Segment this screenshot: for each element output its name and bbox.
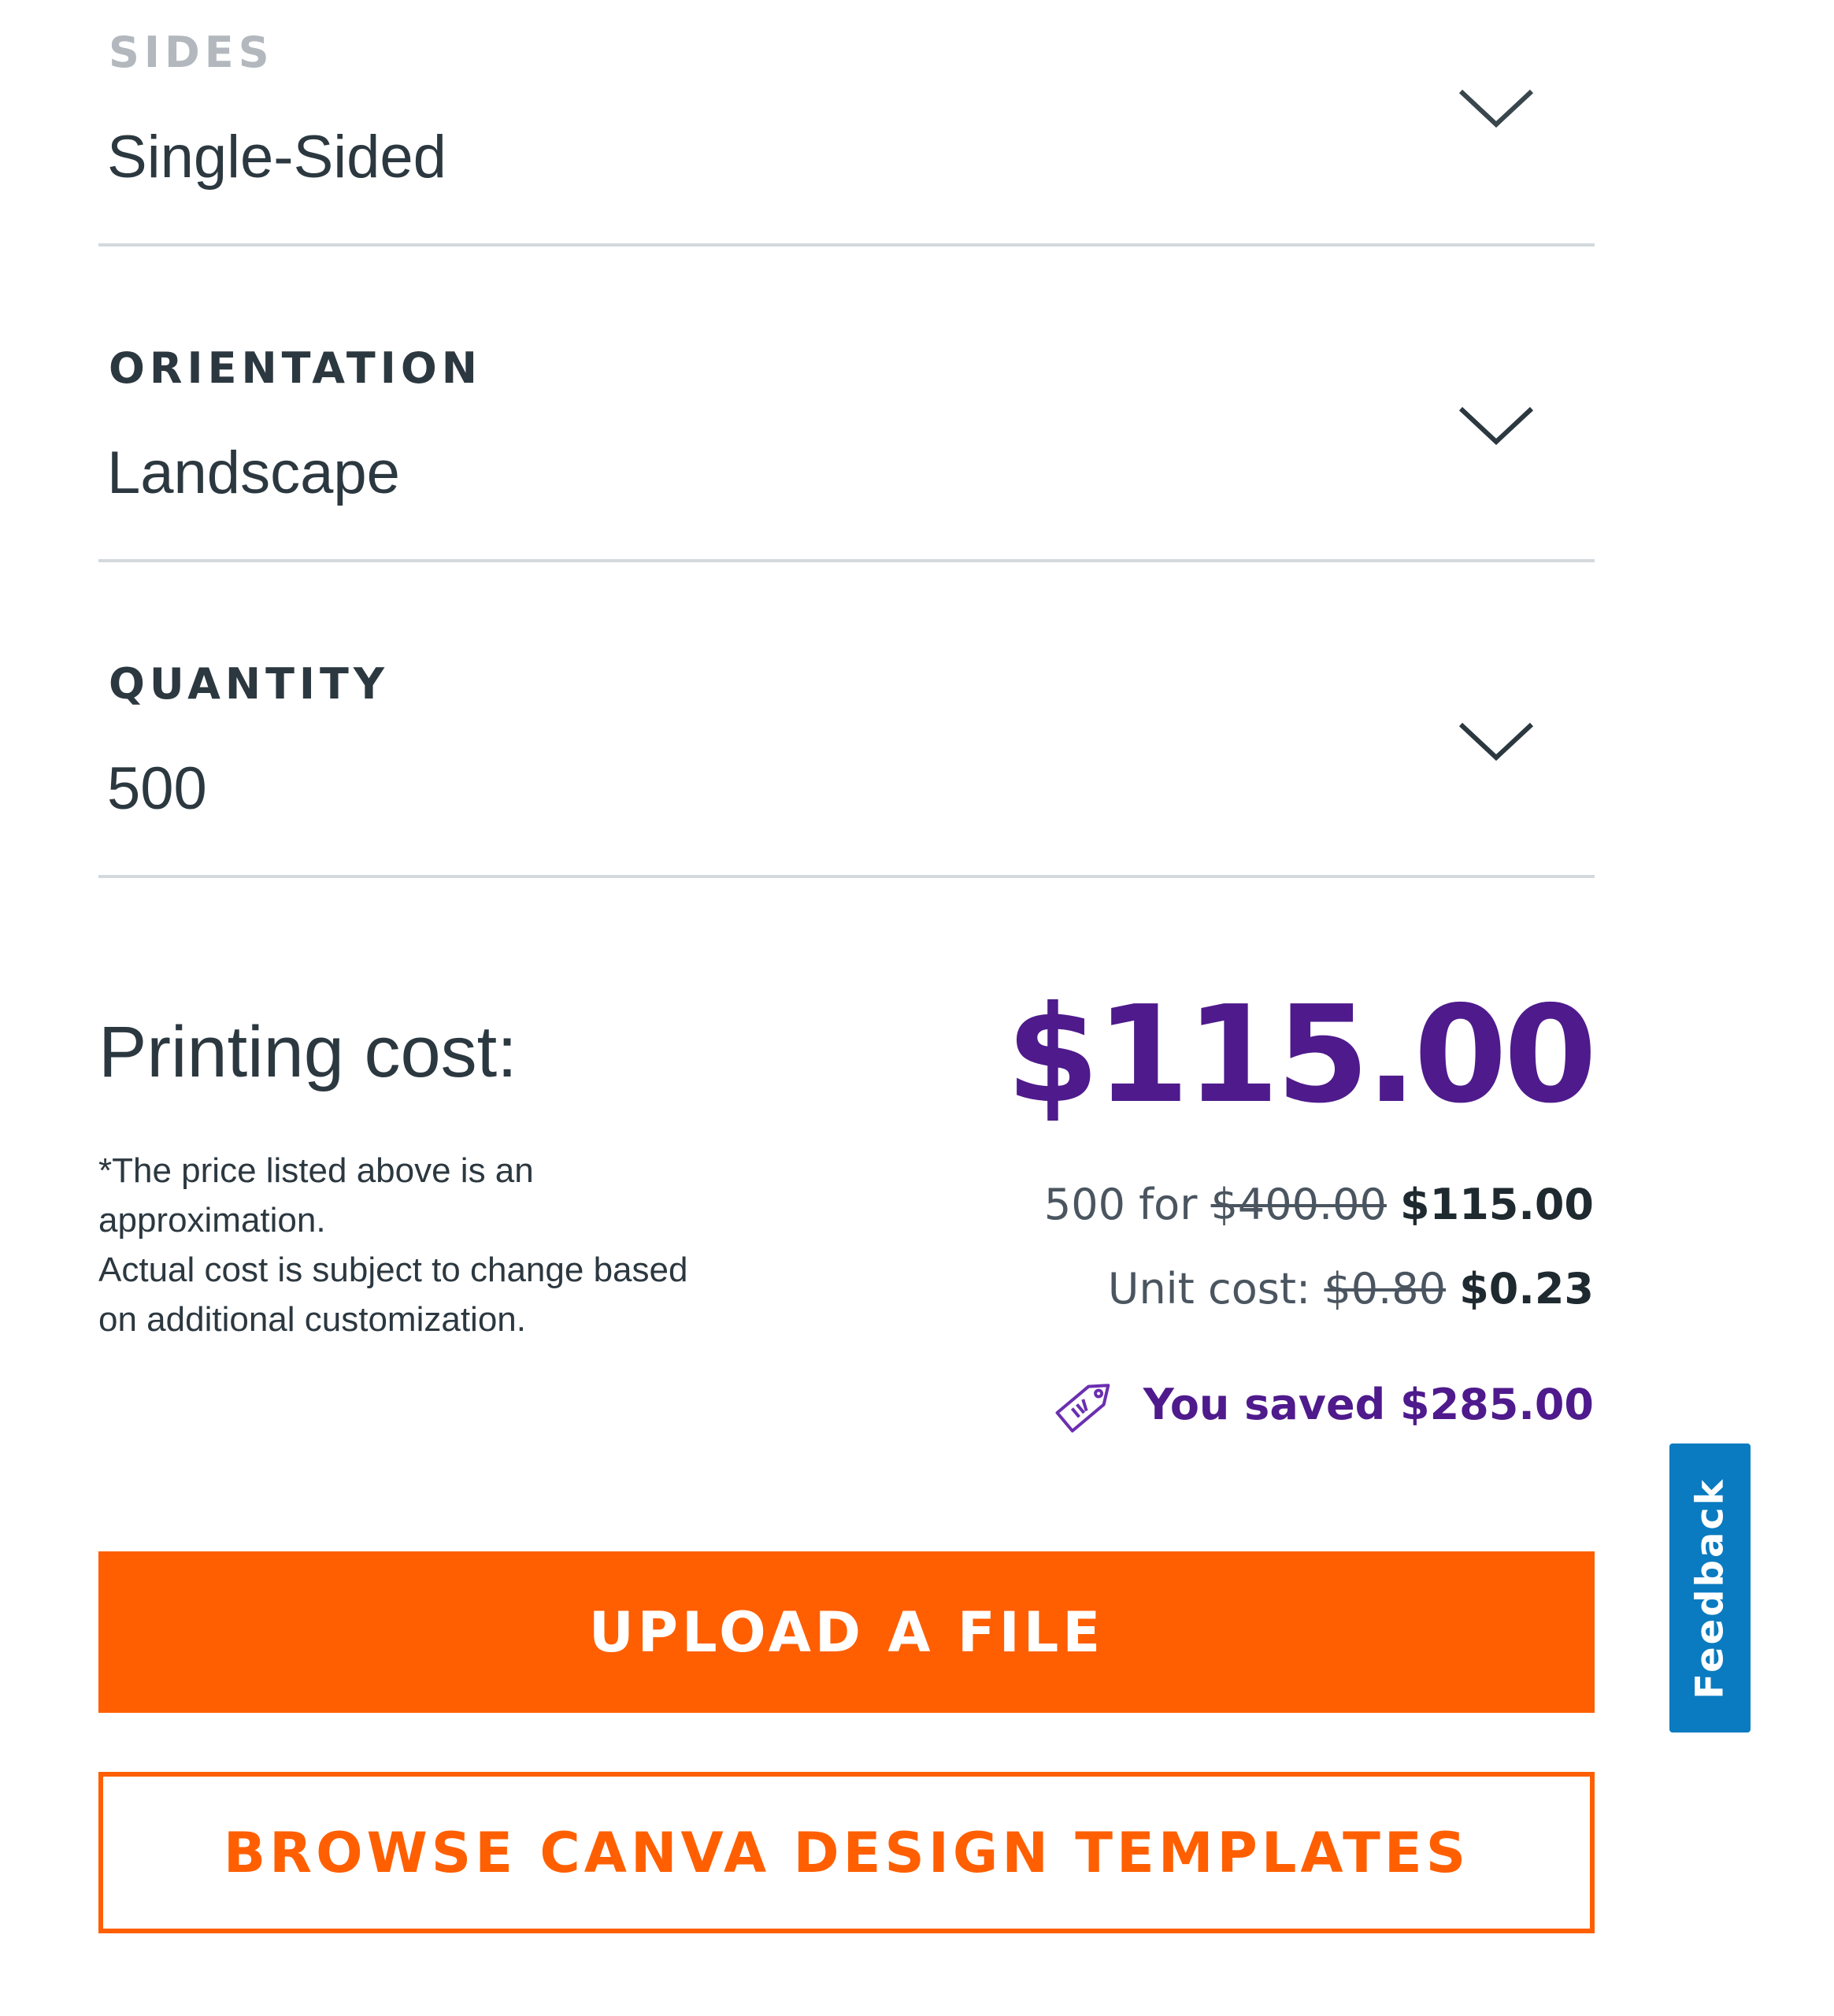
printing-cost-title: Printing cost: xyxy=(98,1012,517,1092)
unit-old-price: $0.80 xyxy=(1324,1264,1447,1314)
chevron-down-icon[interactable] xyxy=(1457,402,1536,450)
sides-value: Single-Sided xyxy=(107,124,446,191)
orientation-value: Landscape xyxy=(107,439,400,506)
savings-text: You saved $285.00 xyxy=(1143,1379,1594,1429)
unit-prefix: Unit cost: xyxy=(1107,1264,1311,1314)
feedback-tab[interactable] xyxy=(1669,1443,1751,1732)
bundle-prefix: 500 for xyxy=(1043,1180,1198,1229)
sides-select[interactable] xyxy=(98,0,1595,246)
quantity-label: QUANTITY xyxy=(109,659,389,709)
savings-row xyxy=(1050,1369,1594,1440)
bundle-new-price: $115.00 xyxy=(1400,1180,1594,1229)
feedback-label: Feedback xyxy=(1688,1477,1732,1699)
upload-file-button[interactable]: UPLOAD A FILE xyxy=(98,1551,1595,1713)
quantity-value: 500 xyxy=(107,755,207,822)
disclaimer-line: *The price listed above is an xyxy=(98,1151,534,1190)
bundle-old-price: $400.00 xyxy=(1210,1180,1387,1229)
chevron-down-icon[interactable] xyxy=(1457,85,1536,132)
unit-price-row xyxy=(1107,1264,1594,1314)
chevron-down-icon[interactable] xyxy=(1457,718,1536,765)
price-disclaimer xyxy=(98,1146,776,1344)
quantity-select[interactable] xyxy=(98,562,1595,878)
unit-new-price: $0.23 xyxy=(1459,1264,1594,1314)
orientation-select[interactable] xyxy=(98,246,1595,562)
disclaimer-line: Actual cost is subject to change based xyxy=(98,1251,688,1289)
browse-templates-button[interactable]: BROWSE CANVA DESIGN TEMPLATES xyxy=(98,1772,1595,1933)
orientation-label: ORIENTATION xyxy=(109,343,482,393)
sides-label: SIDES xyxy=(109,28,274,77)
disclaimer-line: on additional customization. xyxy=(98,1300,526,1339)
bundle-price-row xyxy=(1043,1180,1594,1229)
total-price: $115.00 xyxy=(1006,977,1594,1133)
disclaimer-line: approximation. xyxy=(98,1201,326,1240)
price-tag-icon xyxy=(1050,1369,1121,1440)
